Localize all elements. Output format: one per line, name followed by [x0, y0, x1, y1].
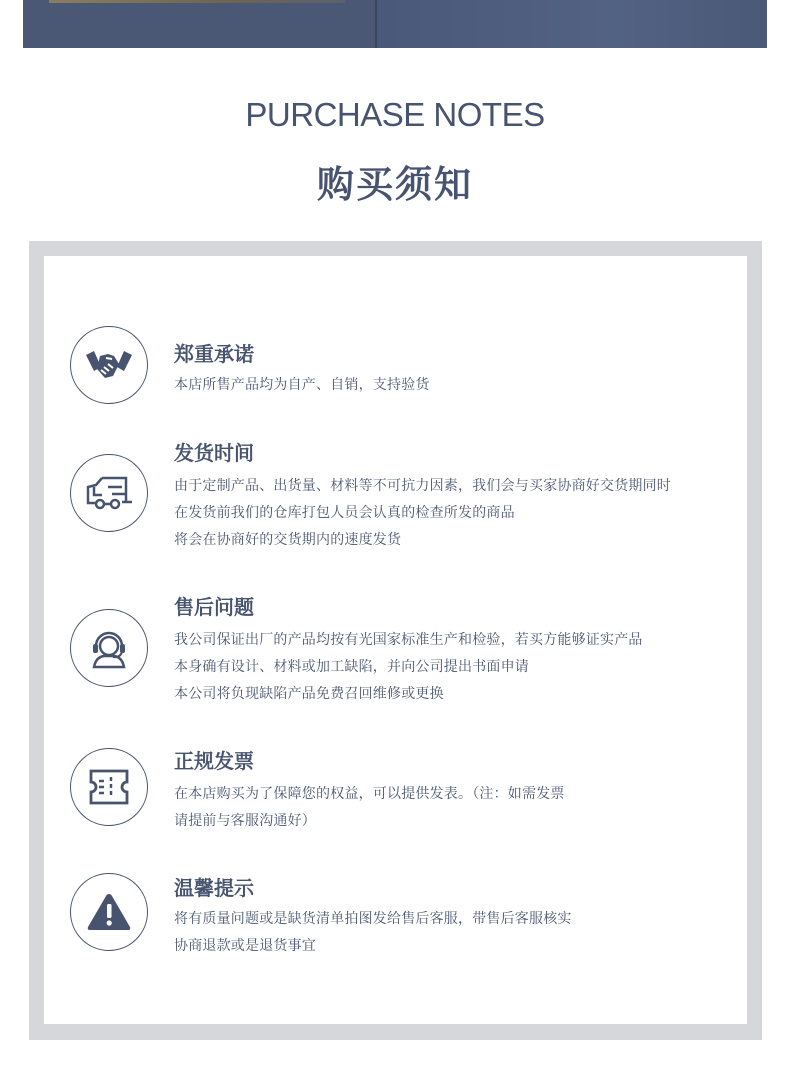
note-item-promise [70, 338, 750, 408]
note-line: 本身确有设计、材料或加工缺陷，并向公司提出书面申请 [174, 659, 529, 675]
note-title: 正规发票 [174, 749, 254, 773]
note-line: 本公司将负现缺陷产品免费召回维修或更换 [174, 686, 444, 702]
note-line: 本店所售产品均为自产、自销，支持验货 [174, 377, 430, 393]
section-title-english: PURCHASE NOTES [245, 96, 545, 133]
note-line: 将会在协商好的交货期内的速度发货 [174, 532, 402, 548]
note-line: 在本店购买为了保障您的权益，可以提供发表。（注：如需发票 [174, 786, 565, 802]
delivery-truck-icon [70, 454, 148, 532]
note-line: 在发货前我们的仓库打包人员会认真的检查所发的商品 [174, 505, 515, 521]
note-line: 将有质量问题或是缺货清单拍图发给售后客服，带售后客服核实 [174, 911, 572, 927]
note-line: 请提前与客服沟通好） [174, 813, 316, 829]
banner-image-left [23, 0, 377, 48]
handshake-icon [70, 326, 148, 404]
note-item-shipping [70, 437, 750, 557]
note-item-invoice [70, 745, 750, 835]
note-line: 由于定制产品、出货量、材料等不可抗力因素，我们会与买家协商好交货期同时 [174, 478, 671, 494]
note-line: 协商退款或是退货事宜 [174, 938, 316, 954]
note-title: 售后问题 [174, 595, 254, 619]
note-line: 我公司保证出厂的产品均按有光国家标准生产和检验，若买方能够证实产品 [174, 632, 643, 648]
section-title-chinese: 购买须知 [317, 163, 473, 206]
note-title: 郑重承诺 [174, 342, 254, 366]
invoice-ticket-icon [70, 748, 148, 826]
note-item-after-sales [70, 591, 750, 711]
customer-service-icon [70, 609, 148, 687]
note-title: 温馨提示 [174, 876, 254, 900]
top-banner [23, 0, 767, 48]
banner-image-right [377, 0, 767, 48]
note-title: 发货时间 [174, 441, 254, 465]
note-item-tips [70, 872, 750, 962]
warning-icon [70, 873, 148, 951]
